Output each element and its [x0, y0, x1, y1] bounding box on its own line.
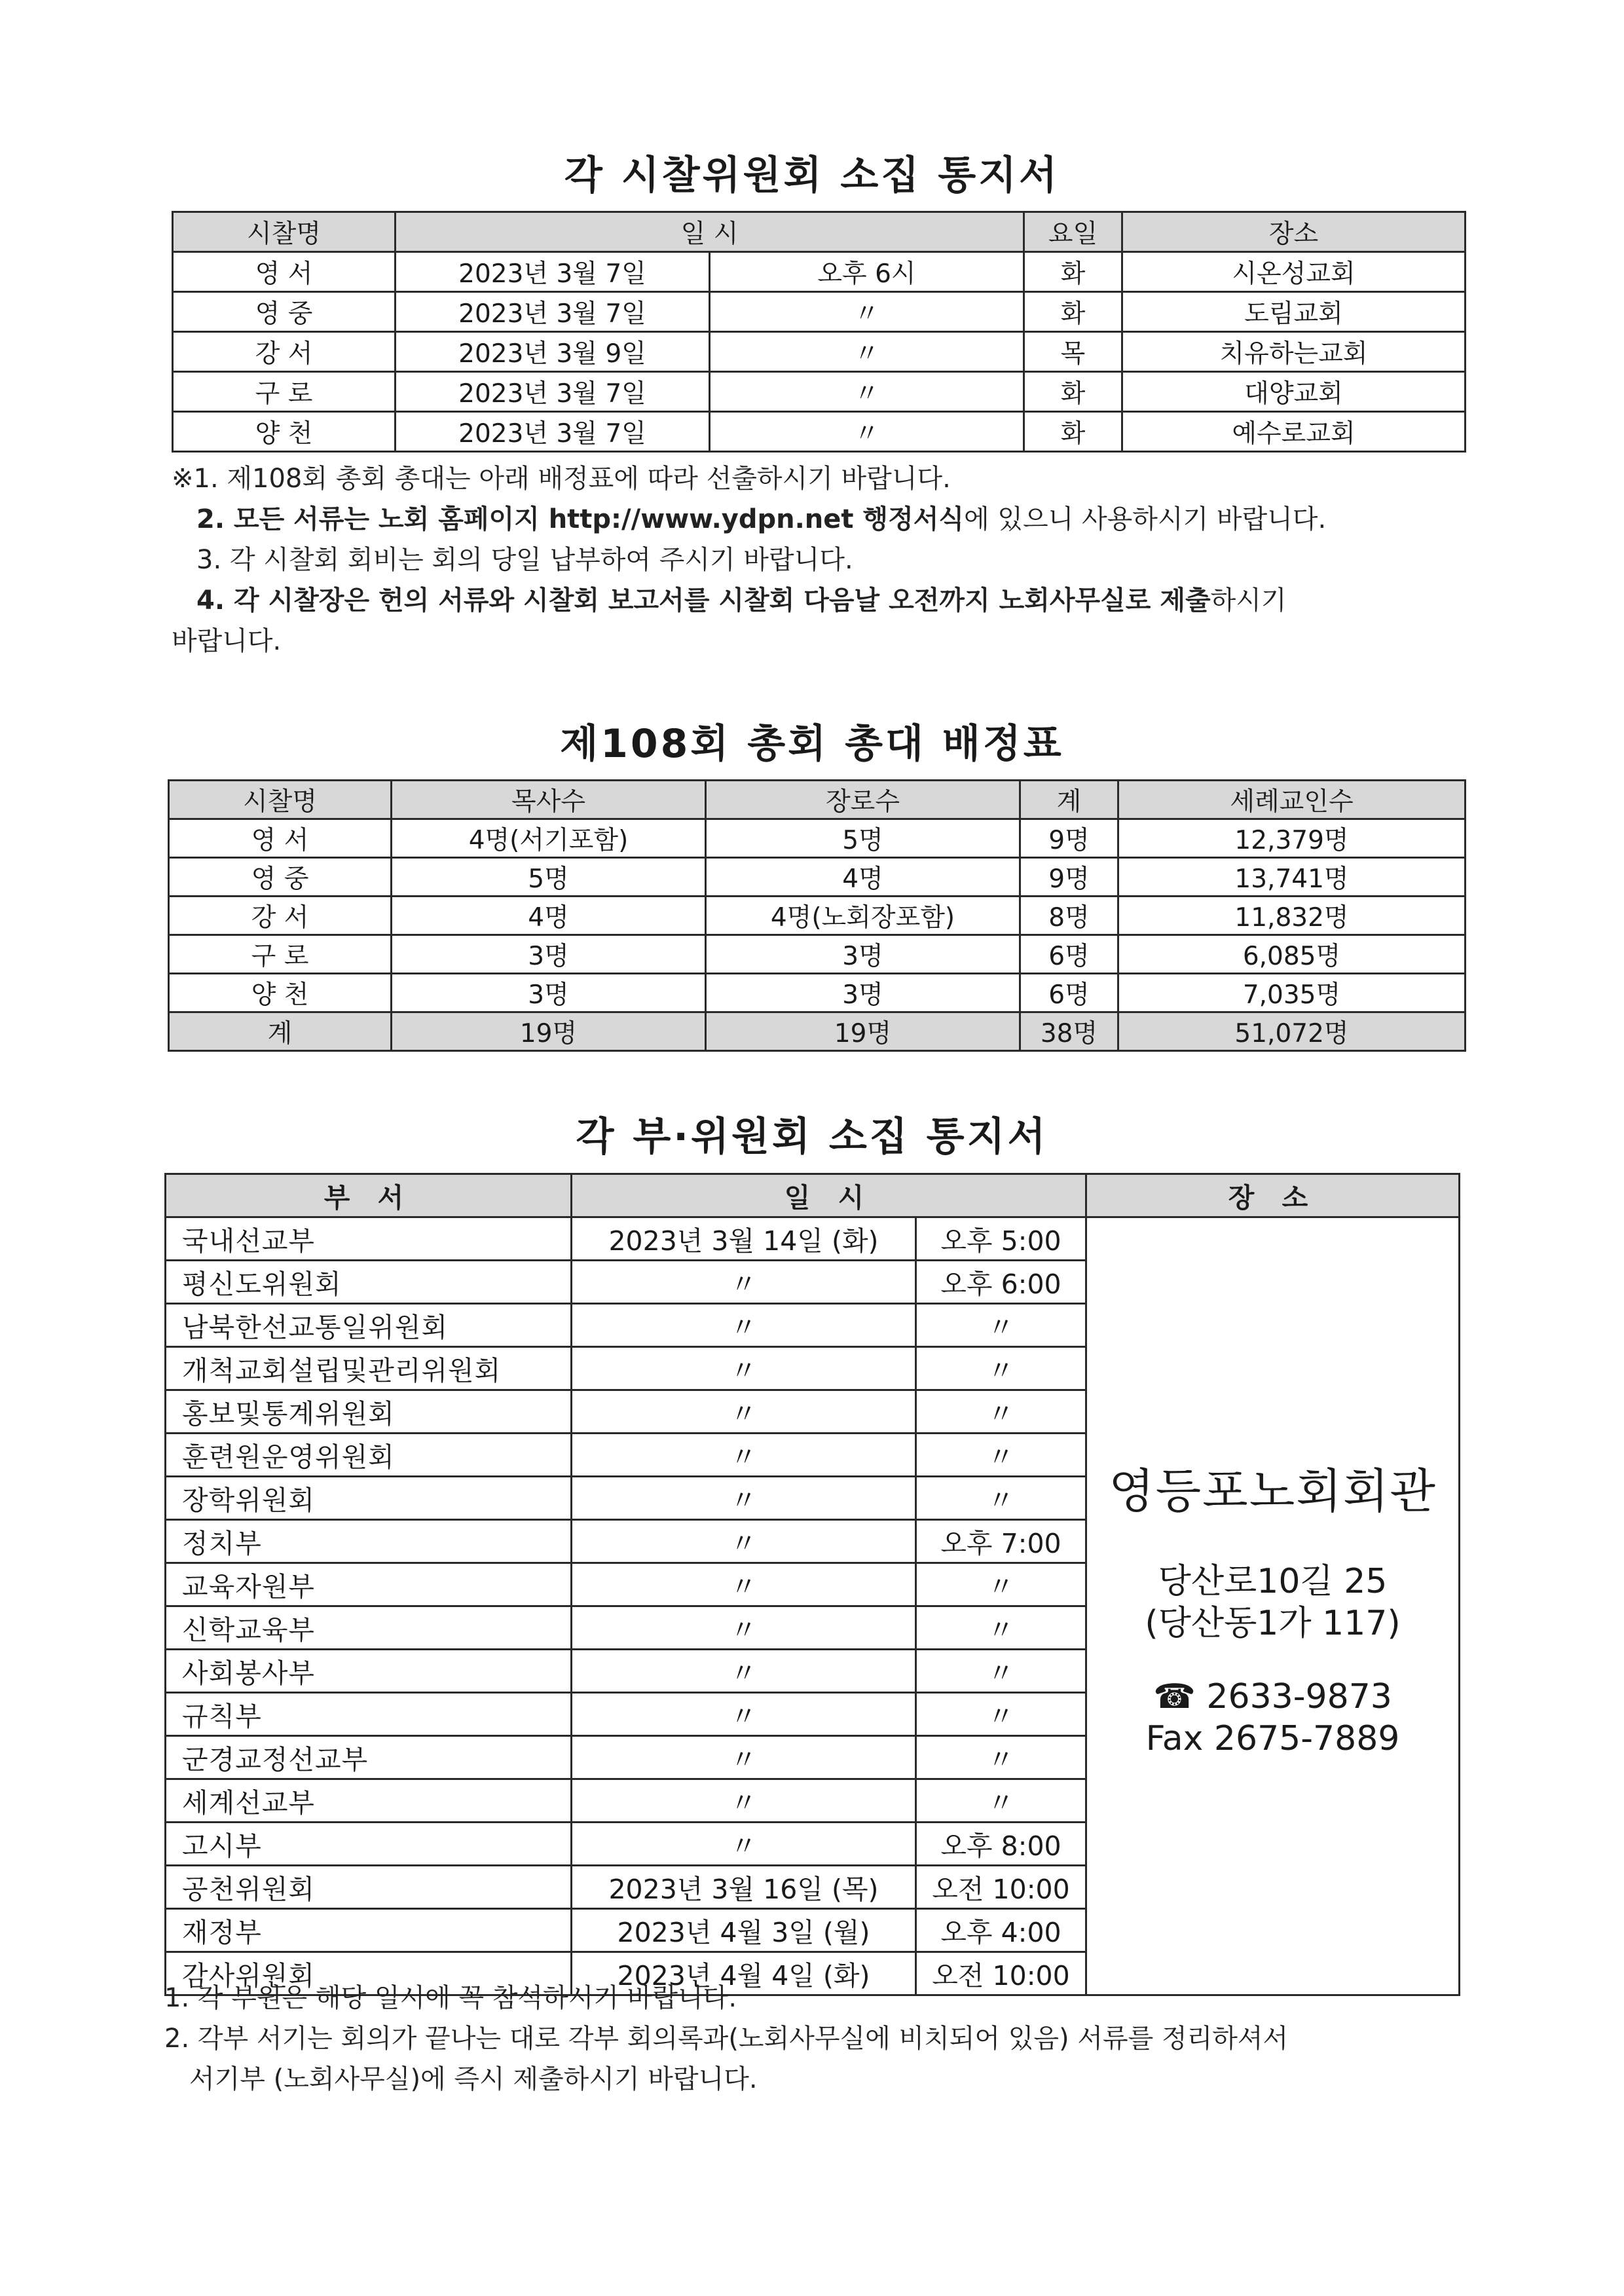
table-row — [173, 412, 1466, 452]
header-total: 계 — [1020, 781, 1118, 819]
row-dept — [166, 1347, 572, 1390]
row-date: 2023년 3월 9일 — [396, 332, 710, 372]
row-time: 오전 10:00 — [916, 1952, 1086, 1995]
header-datetime: 일 시 — [396, 212, 1024, 252]
row-dept — [166, 1736, 572, 1779]
dept-label: 교육자원부 — [182, 1571, 316, 1602]
row-date: 〃 — [572, 1693, 916, 1736]
row-time: 〃 — [710, 372, 1024, 412]
row-dept — [166, 1693, 572, 1736]
row-date: 2023년 3월 14일 (화) — [572, 1217, 916, 1261]
table-row — [173, 292, 1466, 332]
row-pastors: 5명 — [392, 858, 706, 897]
row-time: 오후 6시 — [710, 252, 1024, 292]
venue-cell — [1086, 1217, 1460, 1995]
row-baptized: 6,085명 — [1118, 935, 1466, 974]
section1-title: 각 시찰위원회 소집 통지서 — [564, 153, 1060, 198]
inspection-committee-table — [172, 211, 1466, 453]
dept-label: 홍보및통계위원회 — [182, 1398, 395, 1430]
table-header-row — [169, 781, 1466, 819]
row-elders: 5명 — [706, 819, 1020, 858]
venue-address-1: 당산로10길 25 — [1158, 1561, 1388, 1601]
row-date: 2023년 4월 4일 (화) — [572, 1952, 916, 1995]
note-1: 1. 각 부원은 해당 일시에 꼭 참석하시기 바랍니다. — [164, 1983, 737, 2013]
row-date: 〃 — [572, 1477, 916, 1520]
row-name: 강 서 — [169, 897, 392, 935]
row-dept — [166, 1823, 572, 1866]
row-place: 대양교회 — [1122, 372, 1466, 412]
row-time: 〃 — [916, 1434, 1086, 1477]
row-dept — [166, 1606, 572, 1650]
table-row — [169, 974, 1466, 1012]
row-date: 2023년 4월 3일 (월) — [572, 1909, 916, 1952]
table-row — [169, 858, 1466, 897]
total-baptized: 51,072명 — [1118, 1012, 1466, 1051]
dept-label: 평신도위원회 — [182, 1268, 342, 1300]
row-date: 〃 — [572, 1390, 916, 1434]
row-dept — [166, 1434, 572, 1477]
row-date: 〃 — [572, 1520, 916, 1563]
row-place: 도림교회 — [1122, 292, 1466, 332]
row-dept — [166, 1520, 572, 1563]
row-date: 〃 — [572, 1563, 916, 1606]
note-4: 4. 각 시찰장은 헌의 서류와 시찰회 보고서를 시찰회 다음날 오전까지 노회사무실로 제출하시기 — [196, 585, 1287, 616]
row-time: 〃 — [916, 1347, 1086, 1390]
row-name: 영 서 — [169, 819, 392, 858]
row-baptized: 11,832명 — [1118, 897, 1466, 935]
row-date: 〃 — [572, 1606, 916, 1650]
row-name: 양 천 — [169, 974, 392, 1012]
row-dept — [166, 1217, 572, 1261]
row-date: 〃 — [572, 1304, 916, 1347]
row-elders: 3명 — [706, 935, 1020, 974]
dept-label: 사회봉사부 — [182, 1657, 316, 1689]
row-time: 오후 7:00 — [916, 1520, 1086, 1563]
table-row — [173, 332, 1466, 372]
row-date: 2023년 3월 7일 — [396, 252, 710, 292]
section3-title: 각 부·위원회 소집 통지서 — [576, 1114, 1048, 1160]
row-dept — [166, 1390, 572, 1434]
dept-label: 재정부 — [182, 1917, 262, 1948]
row-total: 8명 — [1020, 897, 1118, 935]
row-time: 〃 — [916, 1563, 1086, 1606]
row-name: 영 중 — [173, 292, 396, 332]
row-date: 〃 — [572, 1650, 916, 1693]
row-baptized: 7,035명 — [1118, 974, 1466, 1012]
row-day: 화 — [1024, 412, 1122, 452]
note-2: 2. 각부 서기는 회의가 끝나는 대로 각부 회의록과(노회사무실에 비치되어 있음) 서류를 정리하셔서 — [164, 2024, 1289, 2054]
table-row — [173, 372, 1466, 412]
header-dept: 부 서 — [166, 1174, 572, 1217]
row-baptized: 12,379명 — [1118, 819, 1466, 858]
total-name: 계 — [169, 1012, 392, 1051]
row-time: 〃 — [916, 1304, 1086, 1347]
dept-label: 군경교정선교부 — [182, 1744, 369, 1775]
row-pastors: 3명 — [392, 935, 706, 974]
row-date: 2023년 3월 7일 — [396, 372, 710, 412]
dept-label: 남북한선교통일위원회 — [182, 1312, 449, 1343]
header-datetime: 일 시 — [572, 1174, 1086, 1217]
row-time: 오전 10:00 — [916, 1866, 1086, 1909]
row-time: 오후 8:00 — [916, 1823, 1086, 1866]
note-3: 3. 각 시찰회 회비는 회의 당일 납부하여 주시기 바랍니다. — [196, 545, 853, 575]
row-dept — [166, 1563, 572, 1606]
row-time: 〃 — [710, 332, 1024, 372]
table-row — [169, 819, 1466, 858]
row-dept — [166, 1304, 572, 1347]
note-4-cont: 바랍니다. — [172, 626, 282, 656]
dept-label: 고시부 — [182, 1830, 262, 1862]
total-row — [169, 1012, 1466, 1051]
dept-label: 규칙부 — [182, 1701, 262, 1732]
row-name: 영 중 — [169, 858, 392, 897]
row-total: 9명 — [1020, 819, 1118, 858]
row-dept — [166, 1261, 572, 1304]
row-time: 〃 — [916, 1693, 1086, 1736]
dept-label: 국내선교부 — [182, 1225, 316, 1257]
row-total: 9명 — [1020, 858, 1118, 897]
venue-name: 영등포노회회관 — [1109, 1463, 1437, 1519]
header-pastors: 목사수 — [392, 781, 706, 819]
row-time: 오후 4:00 — [916, 1909, 1086, 1952]
note-2: 2. 모든 서류는 노회 홈페이지 http://www.ydpn.net 행정서식에 있으니 사용하시기 바랍니다. — [196, 504, 1327, 534]
header-name: 시찰명 — [173, 212, 396, 252]
row-dept — [166, 1909, 572, 1952]
row-pastors: 4명 — [392, 897, 706, 935]
row-total: 6명 — [1020, 935, 1118, 974]
dept-label: 신학교육부 — [182, 1614, 316, 1646]
row-pastors: 3명 — [392, 974, 706, 1012]
dept-label: 장학위원회 — [182, 1485, 316, 1516]
row-day: 목 — [1024, 332, 1122, 372]
dept-label: 세계선교부 — [182, 1787, 316, 1819]
table-row — [169, 897, 1466, 935]
section3-notes — [164, 1978, 1474, 2100]
row-time: 〃 — [916, 1390, 1086, 1434]
header-elders: 장로수 — [706, 781, 1020, 819]
venue-phone: ☎ 2633-9873 — [1153, 1676, 1392, 1716]
note-1: ※1. 제108회 총회 총대는 아래 배정표에 따라 선출하시기 바랍니다. — [172, 464, 951, 494]
row-name: 구 로 — [173, 372, 396, 412]
row-name: 영 서 — [173, 252, 396, 292]
row-time: 〃 — [916, 1779, 1086, 1823]
delegate-allocation-table — [168, 779, 1466, 1052]
total-total: 38명 — [1020, 1012, 1118, 1051]
row-place: 치유하는교회 — [1122, 332, 1466, 372]
row-date: 2023년 3월 16일 (목) — [572, 1866, 916, 1909]
row-time: 〃 — [916, 1477, 1086, 1520]
venue-gap — [1087, 1644, 1458, 1676]
row-place: 시온성교회 — [1122, 252, 1466, 292]
table-row — [173, 252, 1466, 292]
dept-label: 감사위원회 — [182, 1960, 316, 1991]
row-elders: 3명 — [706, 974, 1020, 1012]
row-time: 오후 6:00 — [916, 1261, 1086, 1304]
dept-label: 정치부 — [182, 1528, 262, 1559]
header-day: 요일 — [1024, 212, 1122, 252]
row-day: 화 — [1024, 252, 1122, 292]
dept-label: 훈련원운영위원회 — [182, 1441, 395, 1473]
row-place: 예수로교회 — [1122, 412, 1466, 452]
row-pastors: 4명(서기포함) — [392, 819, 706, 858]
dept-label: 공천위원회 — [182, 1874, 316, 1905]
row-time: 오후 5:00 — [916, 1217, 1086, 1261]
total-elders: 19명 — [706, 1012, 1020, 1051]
row-day: 화 — [1024, 292, 1122, 332]
row-date: 〃 — [572, 1736, 916, 1779]
row-time: 〃 — [916, 1650, 1086, 1693]
row-elders: 4명 — [706, 858, 1020, 897]
row-time: 〃 — [710, 412, 1024, 452]
section1-notes — [172, 458, 1481, 661]
table-header-row — [166, 1174, 1460, 1217]
header-place: 장 소 — [1086, 1174, 1460, 1217]
row-total: 6명 — [1020, 974, 1118, 1012]
dept-label: 개척교회설립및관리위원회 — [182, 1355, 502, 1386]
row-time: 〃 — [916, 1736, 1086, 1779]
row-day: 화 — [1024, 372, 1122, 412]
header-place: 장소 — [1122, 212, 1466, 252]
header-baptized: 세례교인수 — [1118, 781, 1466, 819]
row-name: 양 천 — [173, 412, 396, 452]
row-name: 구 로 — [169, 935, 392, 974]
venue-address-2: (당산동1가 117) — [1145, 1603, 1401, 1643]
row-time: 〃 — [710, 292, 1024, 332]
venue-fax: Fax 2675-7889 — [1145, 1718, 1400, 1758]
row-time: 〃 — [916, 1606, 1086, 1650]
note-2-cont: 서기부 (노회사무실)에 즉시 제출하시기 바랍니다. — [189, 2064, 758, 2094]
row-elders: 4명(노회장포함) — [706, 897, 1020, 935]
department-meeting-table — [164, 1173, 1460, 1996]
row-date: 〃 — [572, 1779, 916, 1823]
header-name: 시찰명 — [169, 781, 392, 819]
row-name: 강 서 — [173, 332, 396, 372]
row-dept — [166, 1866, 572, 1909]
row-dept — [166, 1477, 572, 1520]
section2-title: 제108회 총회 총대 배정표 — [560, 721, 1064, 767]
row-date: 〃 — [572, 1823, 916, 1866]
table-row — [169, 935, 1466, 974]
row-date: 2023년 3월 7일 — [396, 292, 710, 332]
row-baptized: 13,741명 — [1118, 858, 1466, 897]
table-row — [166, 1217, 1460, 1261]
row-date: 〃 — [572, 1347, 916, 1390]
row-date: 〃 — [572, 1434, 916, 1477]
table-header-row — [173, 212, 1466, 252]
row-dept — [166, 1779, 572, 1823]
row-dept — [166, 1650, 572, 1693]
total-pastors: 19명 — [392, 1012, 706, 1051]
row-date: 2023년 3월 7일 — [396, 412, 710, 452]
row-date: 〃 — [572, 1261, 916, 1304]
